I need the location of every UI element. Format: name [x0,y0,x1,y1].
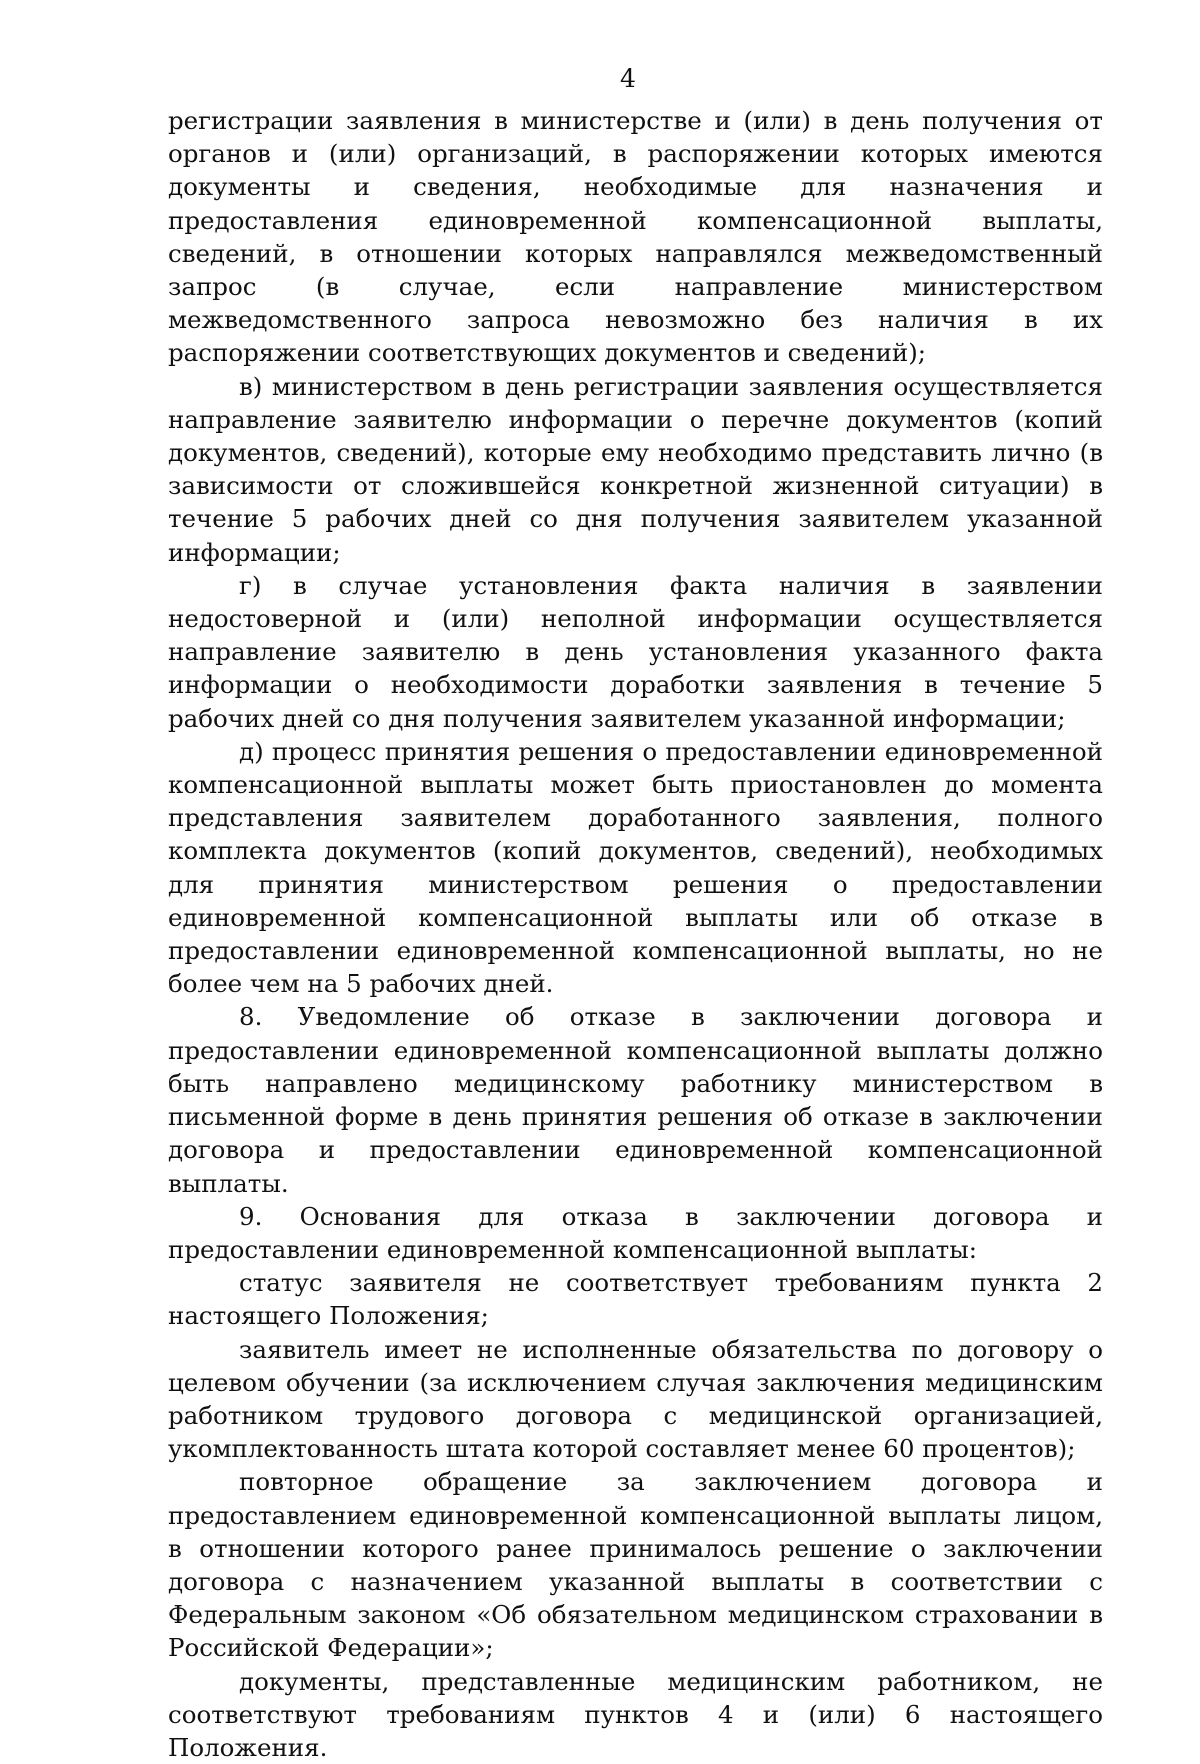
document-body [168,104,1103,1764]
paragraph-ground-documents: документы, представленные медицинским работником, не соответствуют требованиям пунктов 4 и (или) 6 настоящего Положения. [168,1666,1103,1762]
page-number: 4 [620,64,636,93]
paragraph-item-g: г) в случае установления факта наличия в заявлении недостоверной и (или) неполной информации осуществляется направление заявителю в день установления указанного факта информации о необходимости доработки заявления в течение 5 рабочих дней со дня получения заявителем указанной информации; [168,570,1103,733]
paragraph-clause-8: 8. Уведомление об отказе в заключении договора и предоставлении единовременной компенсационной выплаты должно быть направлено медицинскому работнику министерством в письменной форме в день принятия решения об отказе в заключении договора и предоставлении единовременной компенсационной выплаты. [168,1002,1103,1198]
paragraph-item-v: в) министерством в день регистрации заявления осуществляется направление заявителю информации о перечне документов (копий документов, сведений), которые ему необходимо представить лично (в зависимости от сложившейся конкретной жизненной ситуации) в течение 5 рабочих дней со дня получения заявителем указанной информации; [168,371,1103,567]
paragraph-ground-status: статус заявителя не соответствует требованиям пункта 2 настоящего Положения; [168,1268,1103,1331]
paragraph-ground-obligations: заявитель имеет не исполненные обязательства по договору о целевом обучении (за исключением случая заключения медицинским работником трудового договора с медицинской организацией, укомплектованность штата которой составляет менее 60 процентов); [168,1334,1103,1464]
paragraph-ground-repeat-request: повторное обращение за заключением договора и предоставлением единовременной компенсационной выплаты лицом, в отношении которого ранее принималось решение о заключении договора с назначением указанной выплаты в соответствии с Федеральным законом «Об обязательном медицинском страховании в Российской Федерации»; [168,1467,1103,1663]
paragraph-clause-9: 9. Основания для отказа в заключении договора и предоставлении единовременной компенсационной выплаты: [168,1201,1103,1264]
paragraph-item-d: д) процесс принятия решения о предоставлении единовременной компенсационной выплаты может быть приостановлен до момента представления заявителем доработанного заявления, полного комплекта документов (копий документов, сведений), необходимых для принятия министерством решения о предоставлении единовременной компенсационной выплаты или об отказе в предоставлении единовременной компенсационной выплаты, но не более чем на 5 рабочих дней. [168,736,1103,999]
paragraph-continuation: регистрации заявления в министерстве и (или) в день получения от органов и (или) организаций, в распоряжении которых имеются документы и сведения, необходимые для назначения и предоставления единовременной компенсационной выплаты, сведений, в отношении которых направлялся межведомственный запрос (в случае, если направление министерством межведомственного запроса невозможно без наличия в их распоряжении соответствующих документов и сведений); [168,106,1103,368]
